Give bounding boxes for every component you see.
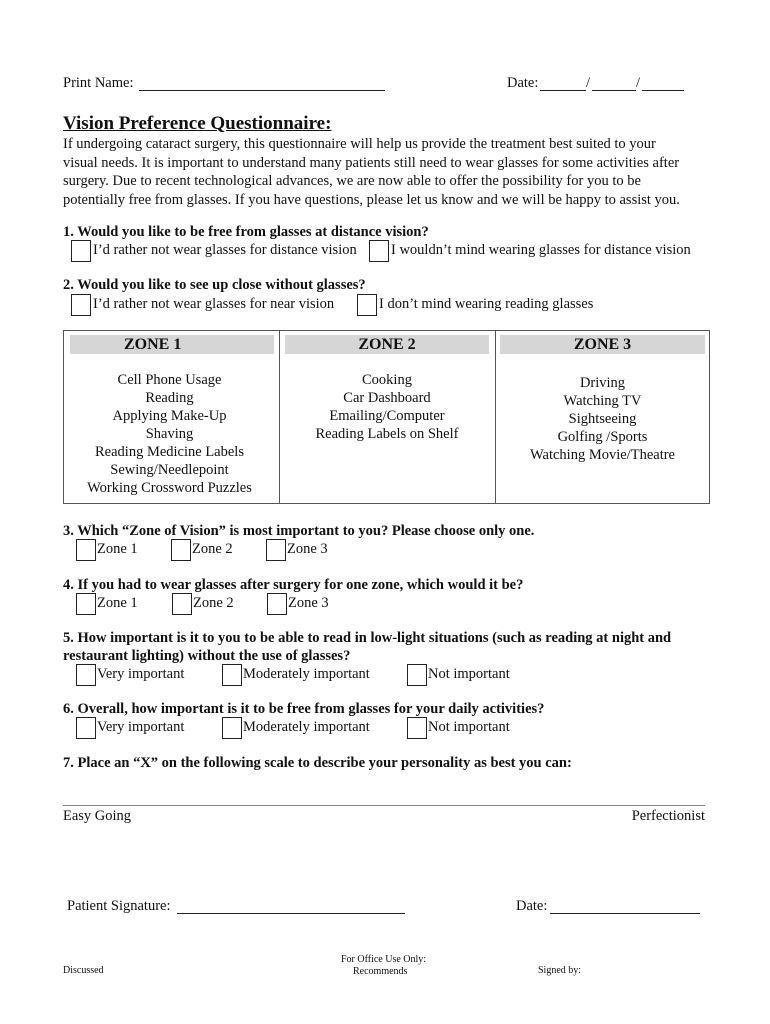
list-item: Cooking [362,372,412,388]
office-use-label: For Office Use Only: [341,954,427,965]
q1-option-1-label: I’d rather not wear glasses for distance vision [93,242,357,258]
zone-1-title: ZONE 1 [70,335,274,354]
q2-option-2-label: I don’t mind wearing reading glasses [379,296,594,312]
q6-not-important-label: Not important [428,719,510,735]
recommends-label: Recommends [353,966,408,977]
list-item: Cell Phone Usage [117,372,222,388]
q3-question: 3. Which “Zone of Vision” is most important to you? Please choose only one. [63,523,535,539]
date-label: Date: [507,75,539,91]
q4-zone-2-checkbox[interactable] [172,593,192,615]
zone-3-title: ZONE 3 [500,335,705,354]
page-title: Vision Preference Questionnaire: [63,113,332,134]
list-item: Reading Medicine Labels [95,444,244,460]
q5-very-important-label: Very important [97,666,185,682]
signature-date-label: Date: [516,898,548,914]
q4-zone-1-label: Zone 1 [97,595,138,611]
q2-option-1-checkbox[interactable] [71,294,91,316]
list-item: Driving [579,375,626,391]
q1-option-2-label: I wouldn’t mind wearing glasses for distance vision [391,242,691,258]
signature-date-field[interactable] [550,913,700,914]
q3-zone-2-checkbox[interactable] [171,539,191,561]
date-day-field[interactable] [592,90,636,91]
q4-zone-1-checkbox[interactable] [76,593,96,615]
intro-line: If undergoing cataract surgery, this questionnaire will help us provide the treatment best suited to your [63,136,656,152]
signature-field[interactable] [177,913,405,914]
list-item: Sewing/Needlepoint [110,462,229,478]
zone-3-list [496,374,709,464]
date-month-field[interactable] [540,90,586,91]
zones-table [63,330,710,504]
signature-label: Patient Signature: [67,898,171,914]
signed-by-label: Signed by: [538,965,582,976]
list-item: Working Crossword Puzzles [87,480,252,496]
zone-1-list [64,371,275,497]
intro-line: visual needs. It is important to understand many patients still need to wear glasses for some activities after [63,154,680,171]
date-separator: / [636,75,641,91]
q4-zone-3-checkbox[interactable] [267,593,287,615]
list-item: Reading Labels on Shelf [315,426,459,442]
q1-option-2-checkbox[interactable] [369,240,389,262]
list-item: Golfing /Sports [557,429,648,445]
q4-question: 4. If you had to wear glasses after surgery for one zone, which would it be? [63,577,524,593]
list-item: Reading [145,390,194,406]
q2-option-2-checkbox[interactable] [357,294,377,316]
q5-not-important-checkbox[interactable] [407,664,427,686]
zone-2-list [280,371,494,443]
list-item: Car Dashboard [343,390,431,406]
intro-line: potentially free from glasses. If you have questions, please let us know and we will be happy to assist you. [63,191,680,208]
q3-zone-2-label: Zone 2 [192,541,233,557]
q5-question-line-2: restaurant lighting) without the use of glasses? [63,648,351,664]
print-name-label: Print Name: [63,75,134,91]
list-item: Emailing/Computer [329,408,445,424]
q5-moderately-important-checkbox[interactable] [222,664,242,686]
scale-right-label: Perfectionist [631,808,705,824]
scale-left-label: Easy Going [63,808,132,824]
q4-zone-3-label: Zone 3 [288,595,329,611]
list-item: Applying Make-Up [112,408,227,424]
q6-very-important-label: Very important [97,719,185,735]
personality-scale-line[interactable] [63,805,705,806]
q6-moderately-important-checkbox[interactable] [222,717,242,739]
q6-moderately-important-label: Moderately important [243,719,370,735]
q6-not-important-checkbox[interactable] [407,717,427,739]
q5-very-important-checkbox[interactable] [76,664,96,686]
q2-option-1-label: I’d rather not wear glasses for near vision [93,296,335,312]
list-item: Sightseeing [568,411,637,427]
q3-zone-3-label: Zone 3 [287,541,328,557]
q2-question: 2. Would you like to see up close without glasses? [63,277,366,293]
q1-question: 1. Would you like to be free from glasses at distance vision? [63,224,429,240]
q7-question: 7. Place an “X” on the following scale to describe your personality as best you can: [63,755,572,771]
q5-question-line-1: 5. How important is it to you to be able to read in low-light situations (such as reading at night and [63,630,672,646]
intro-paragraph [63,135,713,209]
q6-very-important-checkbox[interactable] [76,717,96,739]
date-year-field[interactable] [642,90,684,91]
q3-zone-3-checkbox[interactable] [266,539,286,561]
q6-question: 6. Overall, how important is it to be free from glasses for your daily activities? [63,701,545,717]
intro-line: surgery. Due to recent technological advances, we are now able to offer the possibility for you to be [63,173,641,189]
q4-zone-2-label: Zone 2 [193,595,234,611]
q3-zone-1-checkbox[interactable] [76,539,96,561]
q5-moderately-important-label: Moderately important [243,666,370,682]
print-name-field[interactable] [139,90,385,91]
zone-2-title: ZONE 2 [285,335,489,354]
q5-not-important-label: Not important [428,666,510,682]
q1-option-1-checkbox[interactable] [71,240,91,262]
discussed-label: Discussed [63,965,104,976]
date-separator: / [586,75,591,91]
list-item: Watching TV [563,393,642,409]
list-item: Shaving [145,426,194,442]
q3-zone-1-label: Zone 1 [97,541,138,557]
list-item: Watching Movie/Theatre [530,447,675,463]
